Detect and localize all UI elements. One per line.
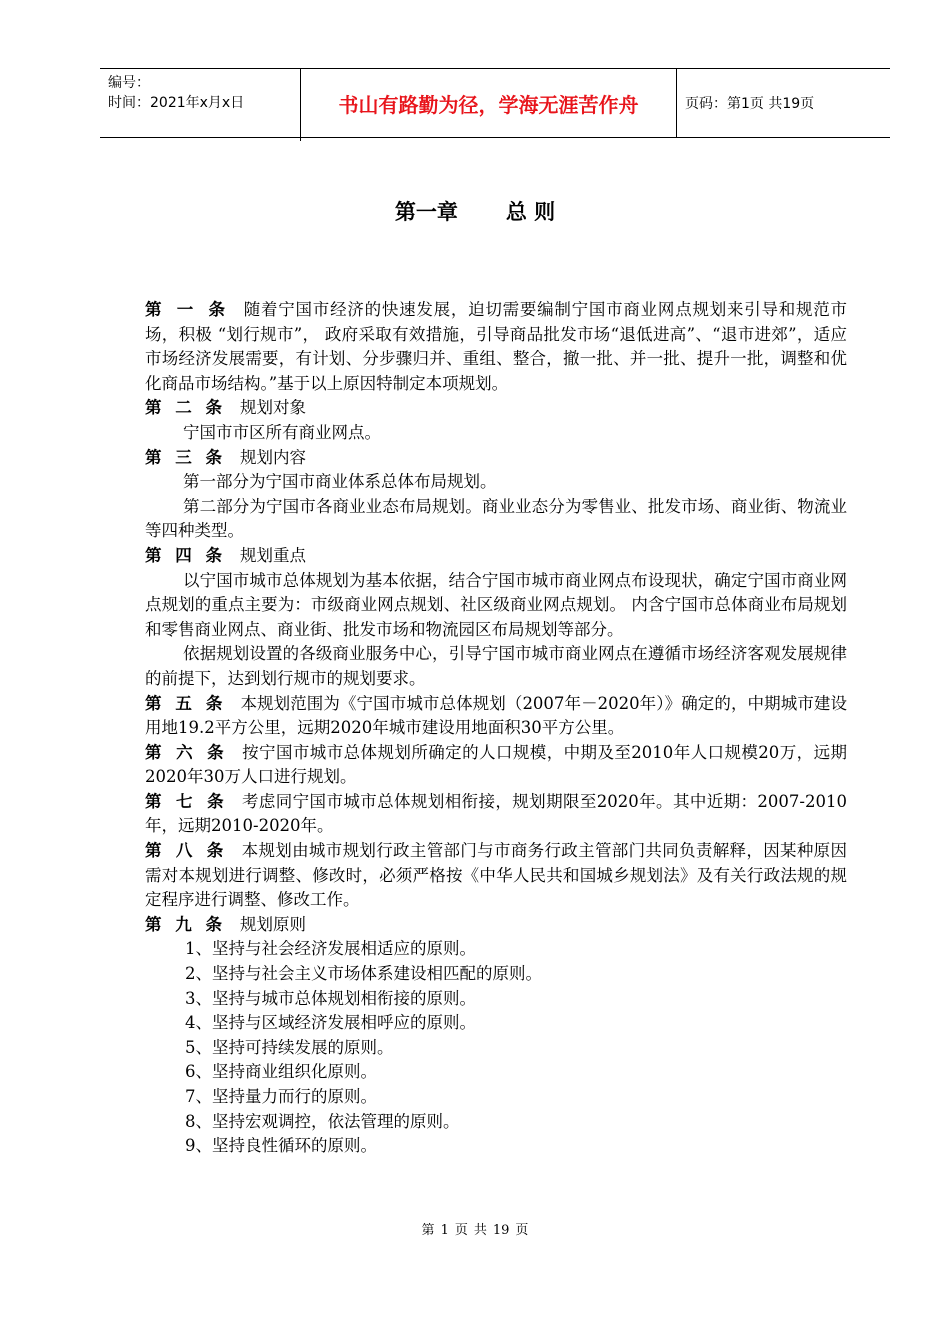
article-3 xyxy=(145,446,847,471)
number-label: 编号： xyxy=(108,75,150,91)
footer-page-number: 1 xyxy=(440,1223,449,1238)
article-5 xyxy=(145,692,847,741)
article-text: 随着宁国市经济的快速发展，迫切需要编制宁国市商业网点规划来引导和规范市场，积极 “划行规市”， 政府采取有效措施，引导商品批发市场“退低进高”、“退市进郊”，适应市场经济发展需要，有计划、分步骤归并、重组、整合，撤一批、并一批、提升一批，调整和优化商品市场结构。”基于以上原因特制定本项规划。 xyxy=(145,300,847,393)
chapter-name: 总 则 xyxy=(505,200,556,224)
document-body xyxy=(145,298,847,1159)
principle-item: 8、坚持宏观调控，依法管理的原则。 xyxy=(185,1111,460,1131)
article-2 xyxy=(145,396,847,421)
header-motto: 书山有路勤为径，学海无涯苦作舟 xyxy=(301,69,677,137)
article-label: 第 九 条 xyxy=(145,914,226,934)
article-label: 第 二 条 xyxy=(145,398,226,418)
principle-item: 7、坚持量力而行的原则。 xyxy=(185,1087,377,1106)
article-text: 按宁国市城市总体规划所确定的人口规模，中期及至2010年人口规模20万，远期2020年30万人口进行规划。 xyxy=(145,742,847,787)
chapter-title xyxy=(0,196,950,226)
footer-text: 页 xyxy=(515,1223,529,1238)
principle-item: 2、坚持与社会主义市场体系建设相匹配的原则。 xyxy=(185,964,542,984)
article-label: 第 八 条 xyxy=(145,841,228,861)
article-text: 考虑同宁国市城市总体规划相衔接，规划期限至2020年。其中近期：2007-2010年，远期2010-2020年。 xyxy=(145,791,847,836)
article-paragraph: 第一部分为宁国市商业体系总体布局规划。 xyxy=(183,472,497,492)
principle-item: 5、坚持可持续发展的原则。 xyxy=(185,1037,394,1057)
article-text: 本规划范围为《宁国市城市总体规划（2007年－2020年）》确定的，中期城市建设用地19.2平方公里，远期2020年城市建设用地面积30平方公里。 xyxy=(145,693,847,738)
article-label: 第 七 条 xyxy=(145,791,228,811)
article-text: 本规划由城市规划行政主管部门与市商务行政主管部门共同负责解释，因某种原因需对本规划进行调整、修改时，必须严格按《中华人民共和国城乡规划法》及有关行政法规的规定程序进行调整、修改工作。 xyxy=(145,841,847,910)
principle-item: 9、坚持良性循环的原则。 xyxy=(185,1136,377,1156)
article-text: 规划原则 xyxy=(240,914,306,934)
footer-text: 共 xyxy=(473,1223,487,1238)
article-label: 第 六 条 xyxy=(145,742,229,762)
time-label: 时间：2021年x月x日 xyxy=(108,95,245,111)
footer-text: 页 xyxy=(454,1223,468,1238)
footer-total-pages: 19 xyxy=(492,1223,510,1238)
header-meta xyxy=(100,69,301,141)
article-7 xyxy=(145,790,847,839)
principle-item: 1、坚持与社会经济发展相适应的原则。 xyxy=(185,939,476,959)
principle-item: 6、坚持商业组织化原则。 xyxy=(185,1062,377,1082)
article-text: 规划对象 xyxy=(240,398,306,418)
article-paragraph: 宁国市市区所有商业网点。 xyxy=(183,422,381,442)
article-label: 第 五 条 xyxy=(145,693,227,713)
article-label: 第 四 条 xyxy=(145,545,226,565)
article-6 xyxy=(145,741,847,790)
footer-text: 第 xyxy=(421,1223,435,1238)
article-paragraph: 依据规划设置的各级商业服务中心，引导宁国市城市商业网点在遵循市场经济客观发展规律的前提下，达到划行规市的规划要求。 xyxy=(145,644,847,688)
article-text: 规划重点 xyxy=(240,545,306,565)
header-table xyxy=(100,68,890,138)
article-paragraph: 第二部分为宁国市各商业业态布局规划。商业业态分为零售业、批发市场、商业街、物流业等四种类型。 xyxy=(145,496,847,541)
article-label: 第 一 条 xyxy=(145,300,230,319)
principle-item: 4、坚持与区域经济发展相呼应的原则。 xyxy=(185,1013,476,1033)
article-paragraph: 以宁国市城市总体规划为基本依据，结合宁国市城市商业网点布设现状，确定宁国市商业网点规划的重点主要为：市级商业网点规划、社区级商业网点规划。 内含宁国市总体商业布局规划和零售商业网点、商业街、批发市场和物流园区布局规划等部分。 xyxy=(145,570,847,639)
principle-item: 3、坚持与城市总体规划相衔接的原则。 xyxy=(185,988,476,1008)
article-8 xyxy=(145,839,847,913)
article-text: 规划内容 xyxy=(240,447,306,467)
chapter-number: 第一章 xyxy=(394,200,458,224)
article-label: 第 三 条 xyxy=(145,447,226,467)
header-page-info: 页码：第1页 共19页 xyxy=(685,96,815,112)
article-4 xyxy=(145,544,847,569)
article-9 xyxy=(145,913,847,938)
article-1 xyxy=(145,298,847,396)
page-footer xyxy=(0,1219,950,1238)
